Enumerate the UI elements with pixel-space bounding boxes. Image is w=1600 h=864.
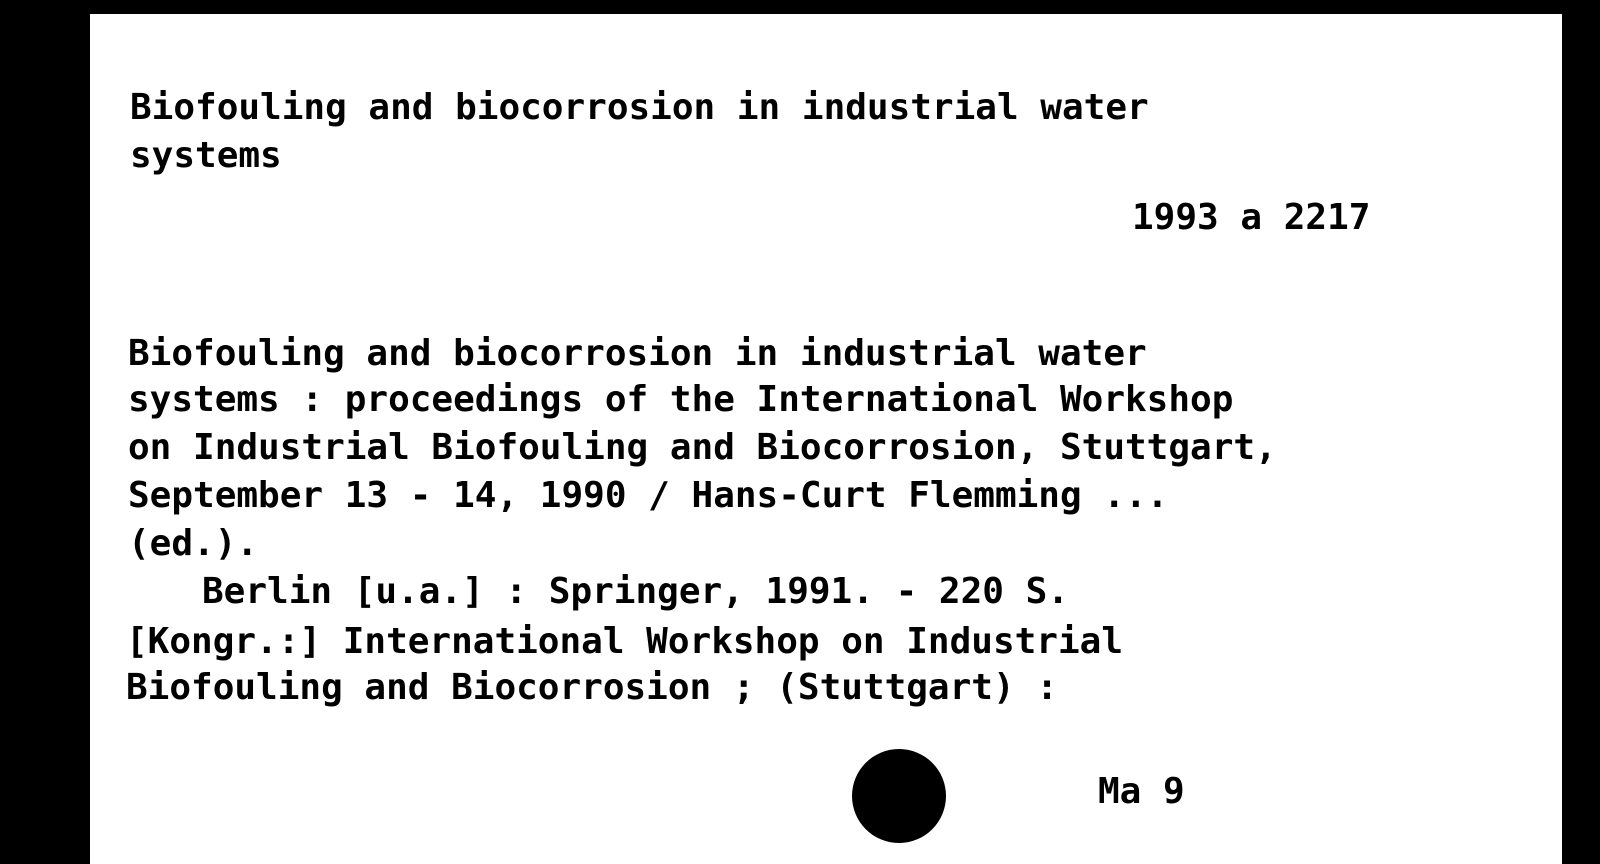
- header-title-line-1: Biofouling and biocorrosion in industrial water: [130, 87, 1149, 128]
- call-number: 1993 a 2217: [1132, 197, 1371, 238]
- description-line-1: Biofouling and biocorrosion in industrial water: [128, 333, 1147, 374]
- catalog-card: [90, 14, 1562, 864]
- description-line-4: September 13 - 14, 1990 / Hans-Curt Flemming ...: [128, 475, 1169, 516]
- punch-hole: [852, 749, 946, 843]
- description-line-5: (ed.).: [128, 523, 259, 564]
- congress-line-2: Biofouling and Biocorrosion ; (Stuttgart) :: [126, 667, 1058, 708]
- imprint-line: Berlin [u.a.] : Springer, 1991. - 220 S.: [202, 571, 1069, 612]
- header-title-line-2: systems: [130, 135, 282, 176]
- shelf-mark: Ma 9: [1098, 771, 1185, 812]
- description-line-3: on Industrial Biofouling and Biocorrosion, Stuttgart,: [128, 427, 1277, 468]
- congress-line-1: [Kongr.:] International Workshop on Industrial: [126, 621, 1123, 662]
- description-line-2: systems : proceedings of the International Workshop: [128, 379, 1234, 420]
